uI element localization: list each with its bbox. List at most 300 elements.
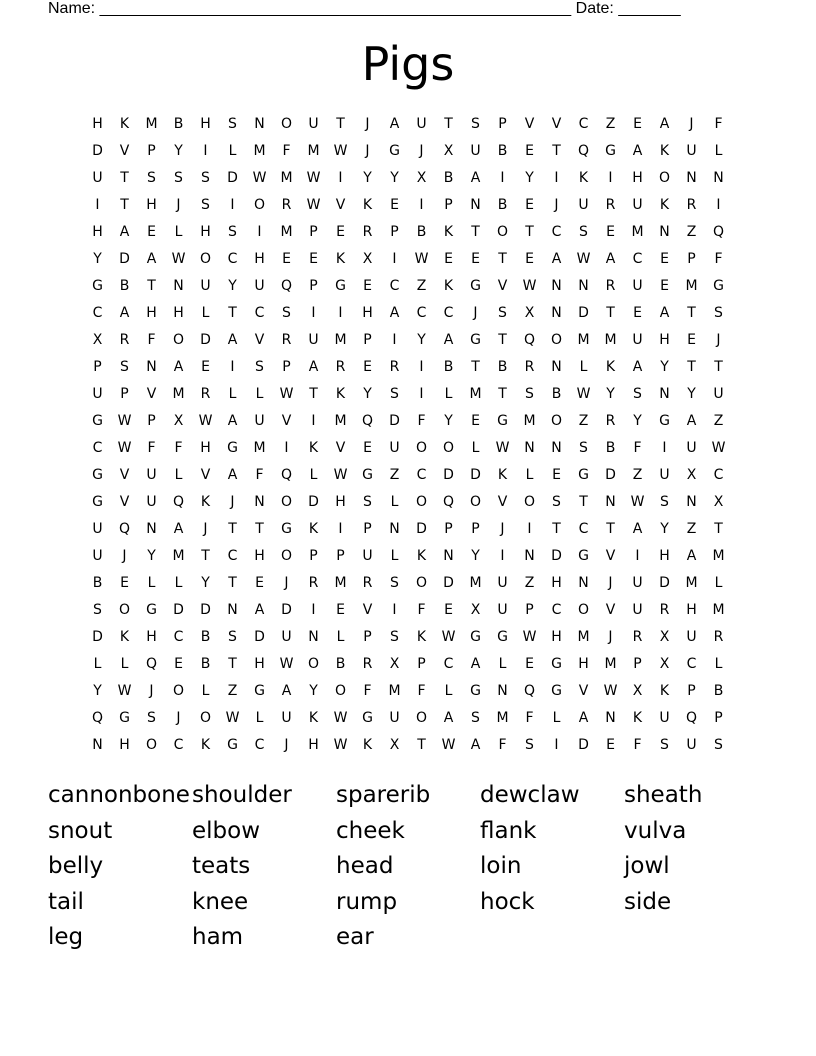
grid-letter: M <box>334 332 347 348</box>
grid-letter: M <box>280 170 293 186</box>
grid-letter: O <box>199 710 212 726</box>
grid-letter: E <box>174 656 183 672</box>
grid-letter: V <box>281 413 292 429</box>
grid-letter: E <box>444 602 453 618</box>
grid-letter: U <box>416 116 427 132</box>
grid-letter: F <box>282 143 291 159</box>
grid-letter: D <box>470 467 481 483</box>
grid-letter: P <box>471 521 480 537</box>
word-list-item: sheath <box>624 782 703 808</box>
word-list-item: leg <box>48 924 84 950</box>
grid-letter: M <box>388 683 401 699</box>
grid-letter: V <box>335 440 346 456</box>
word-list-item: sparerib <box>336 782 431 808</box>
grid-letter: K <box>632 710 643 726</box>
grid-letter: S <box>471 116 480 132</box>
grid-letter: N <box>713 170 724 186</box>
grid-letter: N <box>551 440 562 456</box>
grid-letter: T <box>120 170 129 186</box>
grid-letter: I <box>95 197 100 213</box>
grid-letter: D <box>92 629 103 645</box>
grid-letter: C <box>443 305 454 321</box>
grid-letter: S <box>282 305 291 321</box>
grid-letter: J <box>500 521 505 537</box>
grid-letter: Z <box>227 683 238 699</box>
grid-letter: U <box>578 197 589 213</box>
grid-letter: Q <box>145 656 158 672</box>
grid-letter: B <box>497 197 508 213</box>
grid-letter: H <box>92 224 103 240</box>
grid-letter: E <box>120 575 129 591</box>
grid-letter: U <box>308 116 319 132</box>
grid-letter: V <box>335 197 346 213</box>
grid-letter: B <box>713 683 724 699</box>
grid-letter: V <box>362 602 373 618</box>
grid-letter: O <box>280 494 293 510</box>
grid-letter: W <box>198 413 213 429</box>
grid-letter: T <box>336 116 345 132</box>
grid-letter: C <box>173 737 184 753</box>
grid-letter: S <box>228 224 237 240</box>
grid-letter: F <box>417 602 426 618</box>
grid-letter: W <box>117 440 132 456</box>
grid-letter: G <box>227 440 238 456</box>
grid-letter: A <box>686 548 697 564</box>
grid-letter: I <box>311 602 316 618</box>
grid-letter: B <box>92 575 103 591</box>
grid-letter: J <box>365 116 370 132</box>
grid-letter: T <box>579 494 588 510</box>
grid-letter: F <box>363 683 372 699</box>
grid-letter: A <box>119 224 130 240</box>
grid-letter: M <box>334 413 347 429</box>
grid-letter: I <box>500 170 505 186</box>
grid-letter: P <box>714 710 723 726</box>
grid-letter: C <box>578 521 589 537</box>
grid-letter: N <box>227 602 238 618</box>
grid-letter: W <box>333 737 348 753</box>
grid-letter: T <box>228 305 237 321</box>
grid-letter: Y <box>93 683 102 699</box>
grid-letter: P <box>363 521 372 537</box>
grid-letter: F <box>147 440 156 456</box>
grid-letter: K <box>578 170 589 186</box>
grid-letter: S <box>579 440 588 456</box>
grid-letter: K <box>308 710 319 726</box>
grid-letter: F <box>498 737 507 753</box>
grid-letter: D <box>659 575 670 591</box>
grid-letter: U <box>632 332 643 348</box>
grid-letter: I <box>392 602 397 618</box>
grid-letter: W <box>522 278 537 294</box>
grid-letter: H <box>146 629 157 645</box>
grid-letter: P <box>363 332 372 348</box>
grid-letter: G <box>605 143 616 159</box>
grid-letter: U <box>389 440 400 456</box>
grid-letter: N <box>605 710 616 726</box>
grid-letter: I <box>338 521 343 537</box>
grid-letter: G <box>92 278 103 294</box>
word-list-item: teats <box>192 853 251 879</box>
grid-letter: W <box>495 440 510 456</box>
grid-letter: G <box>659 413 670 429</box>
grid-letter: S <box>552 494 561 510</box>
grid-letter: L <box>498 656 507 672</box>
grid-letter: P <box>390 224 399 240</box>
grid-letter: T <box>147 278 156 294</box>
grid-letter: V <box>497 494 508 510</box>
grid-letter: N <box>524 440 535 456</box>
grid-letter: M <box>631 224 644 240</box>
grid-letter: R <box>605 278 616 294</box>
grid-letter: L <box>147 575 156 591</box>
grid-letter: S <box>228 116 237 132</box>
grid-letter: J <box>176 710 181 726</box>
grid-letter: E <box>336 224 345 240</box>
word-list-item: jowl <box>624 853 670 879</box>
grid-letter: Y <box>174 143 183 159</box>
grid-letter: U <box>92 521 103 537</box>
grid-letter: P <box>120 386 129 402</box>
grid-letter: Q <box>118 521 131 537</box>
grid-letter: L <box>714 656 723 672</box>
grid-letter: N <box>524 548 535 564</box>
grid-letter: A <box>632 359 643 375</box>
grid-letter: P <box>498 116 507 132</box>
grid-letter: S <box>120 359 129 375</box>
grid-letter: Z <box>524 575 535 591</box>
grid-letter: M <box>253 143 266 159</box>
grid-letter: H <box>659 548 670 564</box>
grid-letter: W <box>117 683 132 699</box>
grid-letter: H <box>200 440 211 456</box>
grid-letter: D <box>416 521 427 537</box>
grid-letter: T <box>606 305 615 321</box>
grid-letter: H <box>686 602 697 618</box>
grid-letter: Z <box>605 116 616 132</box>
grid-letter: H <box>632 170 643 186</box>
grid-letter: W <box>441 629 456 645</box>
grid-letter: O <box>253 197 266 213</box>
grid-letter: N <box>659 386 670 402</box>
grid-letter: D <box>254 629 265 645</box>
grid-letter: Y <box>201 575 210 591</box>
grid-letter: D <box>227 170 238 186</box>
grid-letter: S <box>390 386 399 402</box>
grid-letter: S <box>633 386 642 402</box>
word-list-item: tail <box>48 888 84 915</box>
grid-letter: H <box>146 197 157 213</box>
grid-letter: U <box>254 278 265 294</box>
grid-letter: H <box>254 548 265 564</box>
grid-letter: F <box>525 710 534 726</box>
grid-letter: H <box>362 305 373 321</box>
grid-letter: S <box>147 170 156 186</box>
grid-letter: N <box>497 683 508 699</box>
grid-letter: Y <box>309 683 318 699</box>
grid-letter: W <box>117 413 132 429</box>
grid-letter: I <box>608 170 613 186</box>
grid-letter: U <box>632 197 643 213</box>
word-list-item: ear <box>336 924 374 950</box>
grid-letter: K <box>605 359 616 375</box>
grid-letter: U <box>686 629 697 645</box>
grid-letter: I <box>500 548 505 564</box>
grid-letter: X <box>524 305 535 321</box>
grid-letter: E <box>606 737 615 753</box>
grid-letter: V <box>119 143 130 159</box>
grid-letter: E <box>633 116 642 132</box>
grid-letter: H <box>200 116 211 132</box>
grid-letter: Y <box>525 170 534 186</box>
grid-letter: Q <box>280 278 293 294</box>
grid-letter: P <box>93 359 102 375</box>
grid-letter: F <box>633 737 642 753</box>
grid-letter: A <box>659 116 670 132</box>
grid-letter: A <box>308 359 319 375</box>
grid-letter: O <box>523 494 536 510</box>
grid-letter: T <box>498 386 507 402</box>
grid-letter: I <box>203 143 208 159</box>
grid-letter: E <box>525 656 534 672</box>
grid-letter: O <box>577 602 590 618</box>
grid-letter: V <box>497 278 508 294</box>
grid-letter: S <box>660 494 669 510</box>
grid-letter: U <box>146 467 157 483</box>
grid-letter: W <box>252 170 267 186</box>
grid-letter: U <box>497 575 508 591</box>
grid-letter: W <box>225 710 240 726</box>
grid-letter: V <box>119 494 130 510</box>
grid-letter: Q <box>172 494 185 510</box>
grid-letter: L <box>174 224 183 240</box>
grid-letter: E <box>147 224 156 240</box>
grid-letter: F <box>714 116 723 132</box>
grid-letter: A <box>443 332 454 348</box>
grid-letter: L <box>390 548 399 564</box>
grid-letter: V <box>551 116 562 132</box>
grid-letter: D <box>281 602 292 618</box>
grid-letter: N <box>551 359 562 375</box>
grid-letter: R <box>605 413 616 429</box>
grid-letter: W <box>279 386 294 402</box>
grid-letter: Z <box>416 278 427 294</box>
grid-letter: S <box>390 629 399 645</box>
grid-letter: B <box>497 359 508 375</box>
grid-letter: B <box>443 359 454 375</box>
grid-letter: R <box>659 602 670 618</box>
grid-letter: B <box>497 143 508 159</box>
grid-letter: W <box>630 494 645 510</box>
grid-letter: I <box>419 359 424 375</box>
grid-letter: B <box>605 440 616 456</box>
grid-letter: V <box>119 467 130 483</box>
grid-letter: U <box>389 710 400 726</box>
grid-letter: P <box>147 413 156 429</box>
word-list-item: flank <box>480 817 537 844</box>
word-list-item: head <box>336 853 394 879</box>
grid-letter: J <box>608 575 613 591</box>
grid-letter: L <box>201 683 210 699</box>
grid-letter: Y <box>633 413 642 429</box>
grid-letter: D <box>389 413 400 429</box>
grid-letter: E <box>363 359 372 375</box>
grid-letter: J <box>716 332 721 348</box>
grid-letter: R <box>362 656 373 672</box>
grid-letter: T <box>498 251 507 267</box>
grid-letter: B <box>173 116 184 132</box>
grid-letter: E <box>282 251 291 267</box>
grid-letter: E <box>255 575 264 591</box>
grid-letter: U <box>281 710 292 726</box>
grid-letter: H <box>578 656 589 672</box>
grid-letter: I <box>338 305 343 321</box>
grid-letter: S <box>714 737 723 753</box>
grid-letter: C <box>254 737 265 753</box>
grid-letter: U <box>281 629 292 645</box>
grid-letter: Y <box>471 548 480 564</box>
grid-letter: M <box>280 224 293 240</box>
grid-letter: L <box>525 467 534 483</box>
grid-letter: Z <box>713 413 724 429</box>
grid-letter: J <box>419 143 424 159</box>
grid-letter: O <box>415 710 428 726</box>
grid-letter: R <box>335 359 346 375</box>
grid-letter: O <box>442 440 455 456</box>
grid-letter: K <box>416 629 427 645</box>
grid-letter: O <box>550 332 563 348</box>
grid-letter: A <box>470 656 481 672</box>
grid-letter: T <box>120 197 129 213</box>
grid-letter: L <box>255 710 264 726</box>
grid-letter: H <box>551 629 562 645</box>
grid-letter: R <box>605 197 616 213</box>
grid-letter: D <box>119 251 130 267</box>
grid-letter: Z <box>632 467 643 483</box>
grid-letter: T <box>552 521 561 537</box>
grid-letter: J <box>284 737 289 753</box>
grid-letter: A <box>632 521 643 537</box>
word-list-item: vulva <box>624 817 687 844</box>
grid-letter: W <box>576 251 591 267</box>
grid-letter: T <box>552 143 561 159</box>
grid-letter: T <box>417 737 426 753</box>
grid-letter: I <box>257 224 262 240</box>
grid-letter: P <box>525 602 534 618</box>
grid-letter: A <box>470 737 481 753</box>
grid-letter: X <box>686 467 697 483</box>
grid-letter: E <box>471 251 480 267</box>
grid-letter: T <box>255 521 264 537</box>
grid-letter: Y <box>444 413 453 429</box>
grid-letter: A <box>443 710 454 726</box>
grid-letter: X <box>416 170 427 186</box>
grid-letter: O <box>199 251 212 267</box>
grid-letter: L <box>228 143 237 159</box>
grid-letter: M <box>334 575 347 591</box>
grid-letter: C <box>416 467 427 483</box>
grid-letter: H <box>200 224 211 240</box>
grid-letter: Q <box>280 467 293 483</box>
word-list-item: rump <box>336 888 398 915</box>
grid-letter: I <box>311 413 316 429</box>
grid-letter: C <box>416 305 427 321</box>
grid-letter: L <box>552 710 561 726</box>
grid-letter: N <box>254 116 265 132</box>
grid-letter: C <box>173 629 184 645</box>
grid-letter: K <box>119 629 130 645</box>
grid-letter: N <box>551 305 562 321</box>
grid-letter: O <box>469 494 482 510</box>
grid-letter: T <box>498 332 507 348</box>
grid-letter: W <box>333 467 348 483</box>
grid-letter: N <box>146 521 157 537</box>
grid-letter: U <box>254 413 265 429</box>
grid-letter: O <box>172 332 185 348</box>
grid-letter: G <box>362 467 373 483</box>
grid-letter: J <box>149 683 154 699</box>
grid-letter: L <box>336 629 345 645</box>
grid-letter: S <box>93 602 102 618</box>
grid-letter: L <box>579 359 588 375</box>
grid-letter: E <box>336 602 345 618</box>
grid-letter: B <box>335 656 346 672</box>
grid-letter: V <box>605 548 616 564</box>
grid-letter: O <box>415 440 428 456</box>
grid-letter: N <box>92 737 103 753</box>
grid-letter: C <box>578 116 589 132</box>
grid-letter: G <box>146 602 157 618</box>
grid-letter: X <box>362 251 373 267</box>
grid-letter: X <box>659 656 670 672</box>
grid-letter: Y <box>660 521 669 537</box>
grid-letter: X <box>713 494 724 510</box>
grid-letter: Z <box>578 413 589 429</box>
grid-letter: W <box>414 251 429 267</box>
grid-letter: D <box>578 737 589 753</box>
grid-letter: D <box>443 575 454 591</box>
grid-letter: N <box>686 170 697 186</box>
grid-letter: K <box>659 143 670 159</box>
grid-letter: P <box>336 548 345 564</box>
grid-letter: P <box>147 143 156 159</box>
grid-letter: U <box>659 467 670 483</box>
grid-letter: L <box>444 683 453 699</box>
grid-letter: N <box>173 278 184 294</box>
grid-letter: D <box>200 332 211 348</box>
grid-letter: G <box>470 332 481 348</box>
grid-letter: P <box>363 629 372 645</box>
grid-letter: E <box>444 251 453 267</box>
grid-letter: C <box>632 251 643 267</box>
grid-letter: J <box>284 575 289 591</box>
grid-letter: I <box>662 440 667 456</box>
grid-letter: G <box>578 548 589 564</box>
grid-letter: K <box>308 440 319 456</box>
grid-letter: W <box>171 251 186 267</box>
grid-letter: N <box>659 224 670 240</box>
grid-letter: J <box>689 116 694 132</box>
grid-letter: Q <box>361 413 374 429</box>
grid-letter: X <box>632 683 643 699</box>
grid-letter: I <box>338 170 343 186</box>
grid-letter: B <box>200 656 211 672</box>
grid-letter: J <box>122 548 127 564</box>
grid-letter: I <box>527 521 532 537</box>
grid-letter: M <box>172 386 185 402</box>
grid-letter: S <box>525 737 534 753</box>
grid-letter: L <box>714 143 723 159</box>
